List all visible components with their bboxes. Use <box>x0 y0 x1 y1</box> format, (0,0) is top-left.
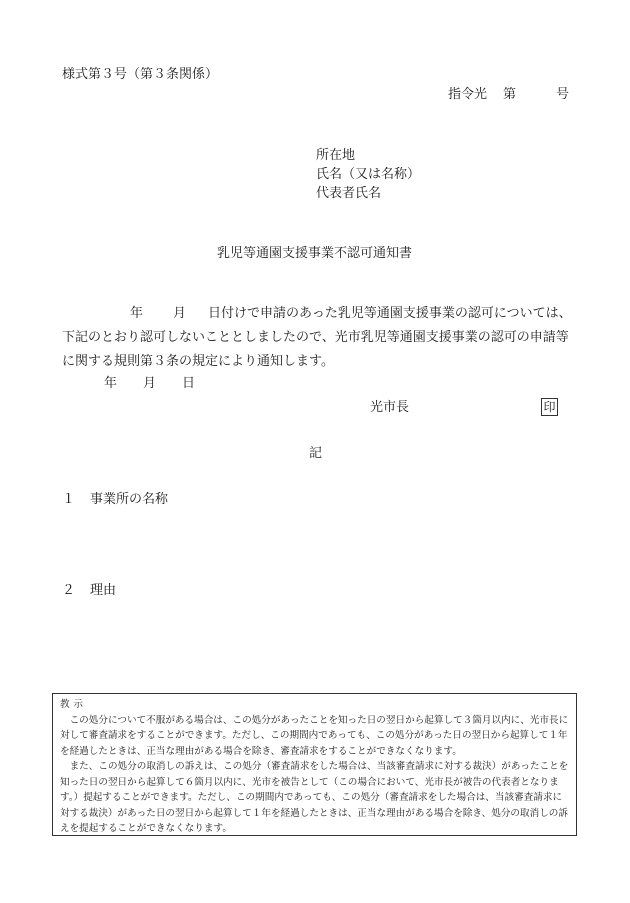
form-label: 様式第３号（第３条関係） <box>62 67 219 82</box>
notice-paragraph-1: この処分について不服がある場合は、この処分があったことを知った日の翌日から起算して３箇月以内に、光市長に対して審査請求をすることができます。ただし、この期間内であっても、この処分があった日の翌日から起算して１年を経過したときは、正当な理由がある場合を除き、審査請求をすることができなくなります。 <box>60 714 569 757</box>
document-title: 乳児等通園支援事業不認可通知書 <box>217 246 413 261</box>
body-paragraph <box>62 302 574 374</box>
recipient-address-label: 所在地 <box>316 148 356 163</box>
body-month: 月 <box>173 306 187 321</box>
recipient-name-label: 氏名（又は名称） <box>316 167 421 182</box>
date-day: 日 <box>182 376 196 391</box>
notice-title: 教示 <box>60 699 87 710</box>
doc-number-go: 号 <box>556 87 570 102</box>
doc-number-prefix: 指令光 <box>448 87 488 102</box>
issuer-name: 光市長 <box>370 400 410 415</box>
recipient-representative-label: 代表者氏名 <box>316 186 382 201</box>
seal-mark: 印 <box>541 398 558 416</box>
item-1-label: 事業所の名称 <box>90 492 169 507</box>
date-year: 年 <box>104 376 118 391</box>
item-2-number: ２ <box>62 583 76 598</box>
notice-paragraph-2: また、この処分の取消しの訴えは、この処分（審査請求をした場合は、当該審査請求に対する裁決）があったことを知った日の翌日から起算して６箇月以内に、光市を被告として（この場合において、光市長が被告の代表者となります。）提起することができます。ただし、この期間内であっても、この処分（審査請求をした場合は、当該審査請求に対する裁決）があった日の翌日から起算して１年を経過したときは、正当な理由がある場合を除き、処分の取消しの訴えを提起することができなくなります。 <box>60 761 569 834</box>
body-text: 日付けで申請のあった乳児等通園支援事業の認可については、下記のとおり認可しないこととしましたので、光市乳児等通園支援事業の認可の申請等に関する規則第３条の規定により通知します。 <box>62 306 572 369</box>
item-1-number: １ <box>62 492 76 507</box>
item-2-label: 理由 <box>90 583 117 598</box>
body-year: 年 <box>130 306 144 321</box>
notice-box <box>52 693 577 836</box>
doc-number-dai: 第 <box>503 87 517 102</box>
date-month: 月 <box>143 376 157 391</box>
ki-marker: 記 <box>309 446 323 461</box>
